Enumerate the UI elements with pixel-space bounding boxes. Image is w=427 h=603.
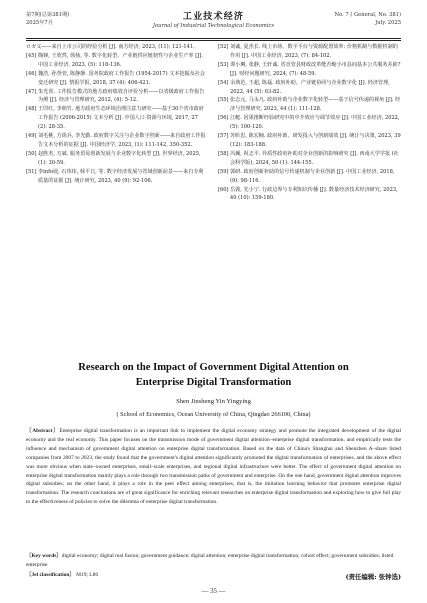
issue-cn: 第7期(总第381期)	[26, 12, 70, 18]
running-header	[26, 12, 401, 38]
abstract-label: 〔Abstract〕	[26, 428, 60, 434]
date-cn: 2025年7月	[26, 19, 53, 26]
paper-title-en	[26, 361, 401, 390]
reference-item: [52] 刘诚, 夏杰长. 线上市场、数字平台与资源配置效率: 价格机制与数据机制的作用 [J]. 中国工业经济, 2023, (7): 84-102.	[218, 44, 398, 59]
authors: Shen Jinsheng Yin Yingying	[176, 398, 251, 405]
jel-classification	[26, 570, 98, 578]
abstract	[26, 427, 401, 507]
journal-title-en: Journal of Industrial Technological Economics	[152, 23, 275, 29]
reference-item: [60] 岳義, 先小宁. 行政边界与专利知识传播 [J]. 数量经济技术经济研究, 2023, 40 (10): 159-180.	[218, 186, 398, 202]
journal-title-cn: 工业技术经济	[182, 12, 245, 22]
reference-item: [47] 朱光喜. 工作报告模式的地方政府绩效自评价分析——以省级政府工作报告为例 [J]. 经济与管理研究, 2012, (4): 5-12.	[26, 88, 205, 104]
title-line-1: Research on the Impact of Government Digital Attention on	[78, 362, 349, 373]
reference-item: [45] 陶锋, 王欣然, 徐扬, 等. 数字化转型、产业链供应链韧性与企业生产率 [J]. 中国工业经济, 2023, (5): 118-136.	[26, 52, 203, 68]
responsible-editor: (责任编辑: 张钟选)	[345, 573, 401, 581]
reference-item: [58] 冯珮, 祝志平. 异质性政府补助对企业创新的影响研究 [J]. 西南大学学报 (社会科学版), 2024, 50 (1): 144-155.	[218, 150, 399, 166]
header-right	[335, 12, 401, 27]
reference-item: [59] 郭研. 政府创新补助的信号传递机制与企业创新 [J]. 中国工业经济, 2018, (9): 98-116.	[218, 168, 395, 184]
affiliation: ( School of Economics, Ocean University of China, Qingdao 266100, China)	[116, 411, 311, 418]
jel-text: M19; L86	[76, 572, 99, 578]
reference-item: [55] 张志元, 马永凡. 政府补助与企业数字化转型——基于信号传递的视角 [J]. 经济与管理研究, 2023, 44 (1): 111-128.	[218, 97, 401, 113]
header-rule-top	[26, 38, 401, 39]
reference-item: [46] 魏浩, 孙誉萱, 陈静静. 国务院政府工作报告 (1954-2017) 文本挖掘及社会变迁研究 [J]. 情报学报, 2018, 37 (4): 406-421.	[26, 70, 205, 86]
references-right-column	[218, 43, 402, 203]
keywords-text: digital economy; digital real fusion; government guidance; digital attention; enterprise digital transformation; cohort effect; government subsidies; listed enterprise	[26, 553, 394, 568]
jel-label: 〔Jel classification〕	[26, 572, 75, 578]
references-left-column	[26, 43, 207, 186]
reference-item: [57] 苏昕思, 陈宏楠. 政府补助、研发投入与创新绩效 [J]. 统计与决策, 2023, 39 (12): 183-188.	[218, 133, 401, 148]
header-rule-bottom	[26, 40, 401, 41]
reference-item: [51] 李info展, 石伟玮, 韩平日, 等. 数字经济发展与省域创新前景——来自专利质量的证据 [J]. 统计研究, 2023, 40 (9): 92-106.	[26, 168, 204, 184]
keywords	[26, 552, 401, 570]
reference-item: ロガ义——来自上市公司的经验分析 [J]. 南方经济, 2023, (11): 121-141.	[26, 44, 195, 50]
page-number: — 35 —	[201, 588, 226, 595]
reference-item: [50] 赵胜杰, 方斌. 服务贸易创新发展与企业数字化转型 [J]. 世界经济, 2025, (1): 30-59.	[26, 150, 201, 166]
reference-item: [48] 王印红, 李萌竹. 地方政府生态环境治理注意力研究——基于30个省市政府工作报告 (2006-2015) 文本分析 [J]. 中国人口·资源与环境, 2017, 27 (2): 28-35.	[26, 106, 204, 131]
abstract-text: Enterprise digital transformation is an important link to implement the digital economy strategy and promote the integrated development of the digital economy and the real economy. This paper focuses on the transmission mode of government digital attention–enterprise digital transformation, and empirically tests the influence and mechanism of government digital attention on enterprise digital transformation. Based on the data of China's Shanghai and Shenzhen A–share listed companies from 2007 to 2023, the study found that the government's digital attention significantly promoted the digital transformation of enterprises, and the above effect was more obvious when state–owned enterprises, small–scale enterprises, and regional digital infrastructure were better. The effect of government digital attention on enterprise digital transformation mainly plays a role through two transmission paths of government and enterprise. On the one hand, government digital attention improves digital subsidies; on the other hand, it plays a role in the peer effect among enterprises, that is, the imitation learning behavior that promotes enterprise digital transformation. The research conclusions are of great significance for enriching relevant researches on enterprise digital transformation and exploring how to give full play to the effectiveness of policies to solve the dilemma of enterprise digital transformation.	[26, 428, 402, 506]
keywords-label: 〔Key words〕	[26, 553, 62, 559]
reference-item: [54] 余典范, 王超, 陈磊. 政府补助、产业链协同与企业数字化 [J]. 经济管理, 2022, 44 (5): 63-82.	[218, 79, 390, 95]
reference-item: [49] 刘毛桃, 方徐兵, 李光勤. 政府数字关注与企业数字创新——来自政府工作报告文本分析的证据 [J]. 中国经济学, 2023, (1): 111-142, 350-352.	[26, 133, 206, 148]
reference-item: [53] 谭小琳, 张静, 王轩诚. 省直管县财政改革能否缩小市县间基本公共服务差距? [J]. 财经问题研究, 2024, (7): 48-59.	[218, 61, 401, 77]
title-line-2: Enterprise Digital Transformation	[135, 376, 292, 388]
date-en: July. 2025	[375, 19, 401, 26]
reference-item: [56] 江艇. 因果推断经验研究中的中介效应与调节效应 [J]. 中国工业经济, 2022, (5): 100-120.	[218, 115, 400, 131]
issue-en: No. 7 ( General, No. 381)	[334, 12, 401, 18]
